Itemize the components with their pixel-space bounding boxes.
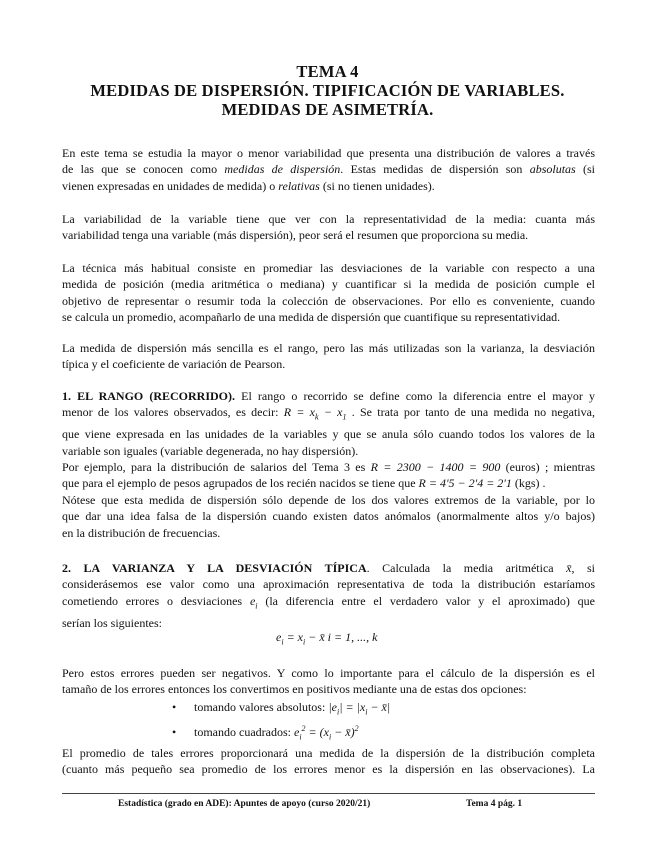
emphasis-text: absolutas [529,162,576,177]
error-symbol: $e_i$ [249,593,258,611]
text-line: 1. EL RANGO (RECORRIDO). El rango o recorrido se define como la diferencia entre el mayor y [62,389,595,403]
emphasis-text: medidas de dispersión [224,162,341,177]
text-line: El promedio de tales errores proporcionará una medida de la dispersión de la distribución completa [62,746,595,760]
text-line: Pero estos errores pueden ser negativos. Y como lo importante para el cálculo de la dispersión es el [62,666,595,680]
text-line: La variabilidad de la variable tiene que ver con la representatividad de la media: cuanta más [62,212,595,226]
range-formula: $R = x_k - x_1$ [283,405,347,422]
range-section [62,388,595,541]
text-line: típica y el coeficiente de variación de Pearson. [62,357,286,372]
text-line: que dar una idea falsa de la dispersión cuando existen datos anómalos (anormalmente altos y/o bajos) [62,509,595,524]
text-line: menor de los valores observados, es decir: $R = x_k - x_1$ . Se trata por tanto de una medida no negativa, [62,405,595,422]
negative-errors-paragraph [62,665,595,698]
main-title-line2: MEDIDAS DE ASIMETRÍA. [221,100,434,119]
text-line: tamaño de los errores entonces los convertimos en positivos mediante una de estas dos opciones: [62,682,527,697]
bullet-icon: • [172,725,177,739]
footer-course: Estadística (grado en ADE): Apuntes de apoyo (curso 2020/21) [118,799,371,809]
weight-range-formula: R = 4'5 − 2'4 = 2'1 [418,476,512,491]
text-line: variabilidad tenga una variable (más dispersión), peor será el resumen que proporciona su media. [62,228,529,243]
variance-section [62,560,595,631]
text-line: La técnica más habitual consiste en promediar las desviaciones de la variable con respecto a una [62,261,595,275]
text-line: en la distribución de frecuencias. [62,525,221,540]
mean-symbol: x̄ [566,561,572,575]
bullet-absolute-values: • tomando valores absolutos: $|e_i| = |x_i$ − x̄| [172,700,391,717]
technique-paragraph [62,260,595,326]
emphasis-text: relativas [278,178,320,193]
average-errors-paragraph [62,745,595,778]
text-line: 2. LA VARIANZA Y LA DESVIACIÓN TÍPICA. Calculada la media aritmética x̄, si [62,561,595,575]
section-heading-range: 1. EL RANGO (RECORRIDO). [62,389,236,403]
bullet-icon: • [172,700,177,714]
text-line: serían los siguientes: [62,615,162,630]
text-line: que viene expresada en las unidades de la variables y que se anula sólo cuando todos los valores de la [62,427,595,442]
text-line: Por ejemplo, para la distribución de salarios del Tema 3 es R = 2300 − 1400 = 900 (euros) ; mientras [62,460,595,475]
absolute-formula: $|e_i| = |x_i$ − x̄| [328,700,391,717]
text-line: En este tema se estudia la mayor o menor variabilidad que presenta una distribución de valores a través [62,146,595,160]
section-heading-variance: 2. LA VARIANZA Y LA DESVIACIÓN TÍPICA [62,561,367,575]
text-line: (cuanto más pequeño sea promedio de los errores menor es la dispersión en las observaciones). La [62,762,595,777]
topic-title: TEMA 4 [296,62,359,81]
text-line: vienen expresadas en unidades de medida) o relativas (si no tienen unidades). [62,178,435,193]
footer-divider [62,793,595,794]
text-line: considerásemos ese valor como una aproximación representativa de toda la distribución estaríamos [62,577,595,592]
intro-paragraph [62,145,595,194]
main-title-line1: MEDIDAS DE DISPERSIÓN. TIPIFICACIÓN DE VARIABLES. [90,81,565,100]
text-line: de las que se conocen como medidas de dispersión. Estas medidas de dispersión son absolutas (si [62,162,596,177]
text-line: cometiendo errores o desviaciones $e_i$ (la diferencia entre el verdadero valor y el aproximado) que [62,593,595,611]
text-line: que para el ejemplo de pesos agrupados de los recién nacidos se tiene que R = 4'5 − 2'4 = 2'1 (kgs) . [62,476,546,491]
text-line: medida de posición (media aritmética o mediana) y cuantificar si la medida de posición cumple el [62,277,595,292]
bullet-squares: • tomando cuadrados: $e_i^2 = (x_i$ − x̄)$^2$ [172,724,359,742]
footer-page-number: Tema 4 pág. 1 [466,799,523,809]
text-line: Nótese que esta medida de dispersión sólo depende de los dos valores extremos de la variable, por lo [62,492,595,507]
text-line: se calcula un promedio, acompañarlo de una medida de dispersión que cuantifique su representatividad. [62,310,561,325]
variability-paragraph [62,211,595,244]
text-line: La medida de dispersión más sencilla es el rango, pero las más utilizadas son la varianza, la desviación [62,341,595,355]
salary-range-formula: R = 2300 − 1400 = 900 [370,460,501,475]
square-formula: $e_i^2 = (x_i$ − x̄)$^2$ [293,724,359,742]
measures-paragraph [62,340,595,373]
deviation-formula: $e_i = x_i$ − x̄ i = 1, ..., k [276,630,378,647]
text-line: objetivo de representar o resumir toda la colección de observaciones. Por ello es conveniente, cuando [62,293,595,308]
text-line: variable son iguales (variable degenerada, no hay dispersión). [62,443,359,458]
